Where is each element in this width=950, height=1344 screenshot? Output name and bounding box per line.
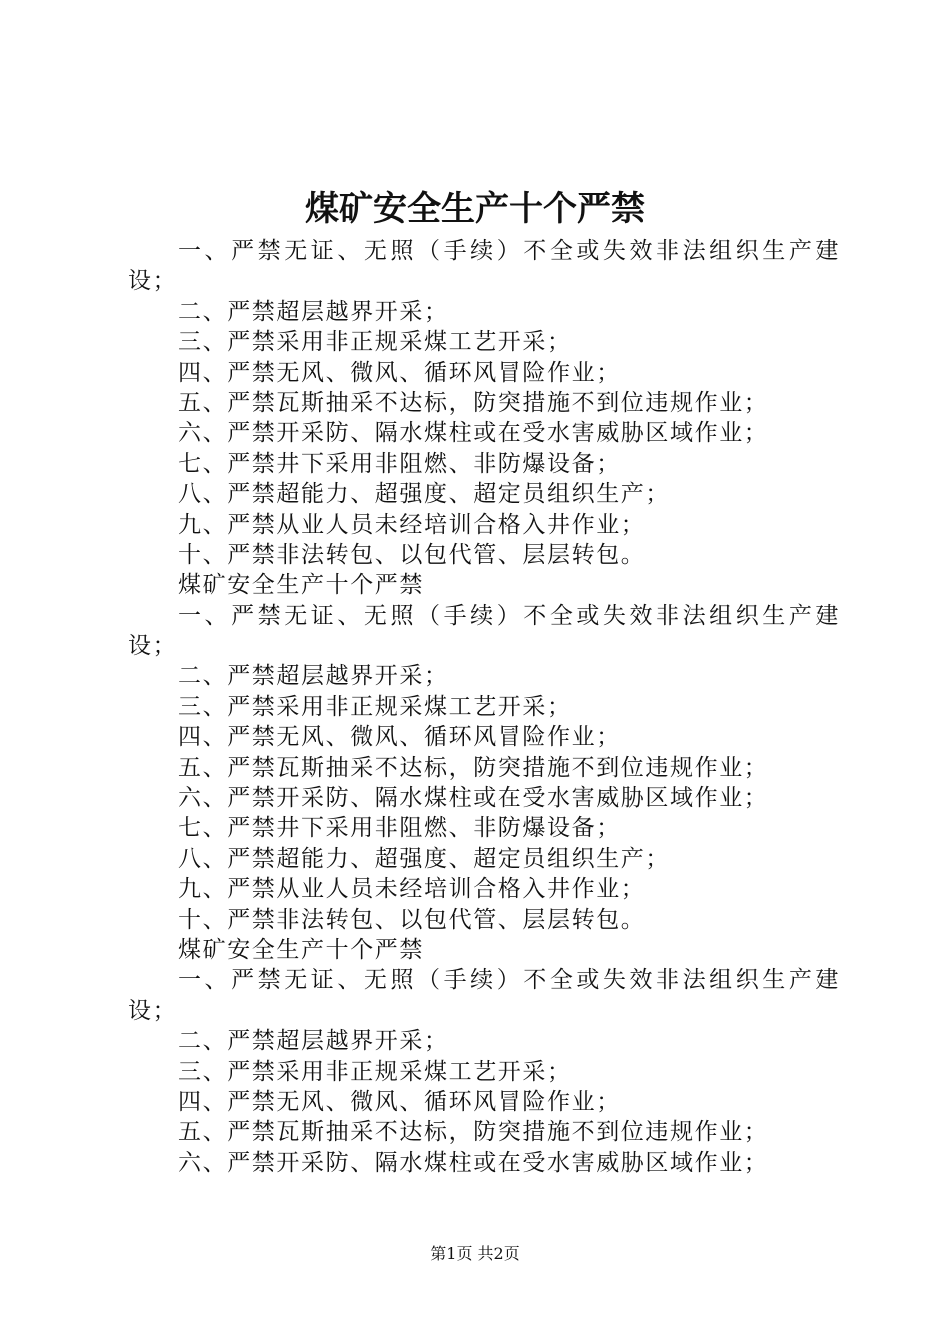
- paragraph-line: 八、严禁超能力、超强度、超定员组织生产；: [178, 845, 670, 872]
- paragraph-line: 设；: [128, 268, 178, 295]
- section-heading: 煤矿安全生产十个严禁: [178, 936, 424, 963]
- paragraph-line: 二、严禁超层越界开采；: [178, 298, 449, 325]
- paragraph-line: 十、严禁非法转包、以包代管、层层转包。: [178, 541, 646, 568]
- paragraph-line: 五、严禁瓦斯抽采不达标，防突措施不到位违规作业；: [178, 1119, 769, 1146]
- paragraph-line: 三、严禁采用非正规采煤工艺开采；: [178, 329, 572, 356]
- section-heading: 煤矿安全生产十个严禁: [178, 572, 424, 599]
- paragraph-line: 一、严禁无证、无照（手续）不全或失效非法组织生产建: [178, 602, 840, 629]
- paragraph-line: 六、严禁开采防、隔水煤柱或在受水害威胁区域作业；: [178, 420, 769, 447]
- paragraph-line: 七、严禁井下采用非阻燃、非防爆设备；: [178, 815, 621, 842]
- paragraph-line: 六、严禁开采防、隔水煤柱或在受水害威胁区域作业；: [178, 1149, 769, 1176]
- paragraph-line: 设；: [128, 633, 178, 660]
- paragraph-line: 九、严禁从业人员未经培训合格入井作业；: [178, 511, 646, 538]
- paragraph-line: 一、严禁无证、无照（手续）不全或失效非法组织生产建: [178, 967, 840, 994]
- paragraph-line: 一、严禁无证、无照（手续）不全或失效非法组织生产建: [178, 238, 840, 264]
- paragraph-line: 九、严禁从业人员未经培训合格入井作业；: [178, 876, 646, 903]
- paragraph-line: 五、严禁瓦斯抽采不达标，防突措施不到位违规作业；: [178, 389, 769, 416]
- page-footer: 第1页 共2页: [430, 1244, 520, 1263]
- paragraph-line: 二、严禁超层越界开采；: [178, 663, 449, 690]
- document-body: [128, 236, 840, 1178]
- paragraph-line: 十、严禁非法转包、以包代管、层层转包。: [178, 906, 646, 933]
- paragraph-line: 五、严禁瓦斯抽采不达标，防突措施不到位违规作业；: [178, 754, 769, 781]
- paragraph-line: 四、严禁无风、微风、循环风冒险作业；: [178, 724, 621, 751]
- paragraph-line: 设；: [128, 997, 178, 1024]
- paragraph-line: 八、严禁超能力、超强度、超定员组织生产；: [178, 481, 670, 508]
- paragraph-line: 三、严禁采用非正规采煤工艺开采；: [178, 1058, 572, 1085]
- paragraph-line: 四、严禁无风、微风、循环风冒险作业；: [178, 1088, 621, 1115]
- paragraph-line: 四、严禁无风、微风、循环风冒险作业；: [178, 359, 621, 386]
- paragraph-line: 三、严禁采用非正规采煤工艺开采；: [178, 693, 572, 720]
- paragraph-line: 二、严禁超层越界开采；: [178, 1028, 449, 1055]
- paragraph-line: 七、严禁井下采用非阻燃、非防爆设备；: [178, 450, 621, 477]
- page-title: 煤矿安全生产十个严禁: [305, 189, 645, 229]
- paragraph-line: 六、严禁开采防、隔水煤柱或在受水害威胁区域作业；: [178, 785, 769, 812]
